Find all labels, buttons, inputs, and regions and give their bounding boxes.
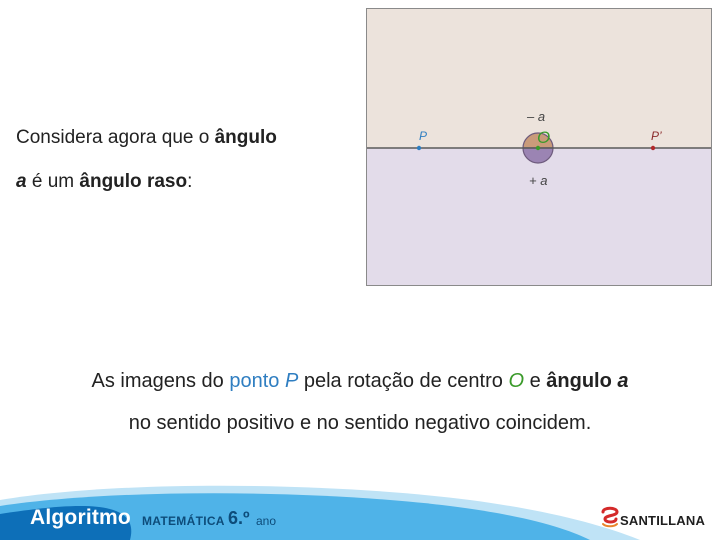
intro-mid: é um [26,171,80,192]
conclusion-part-1: As imagens do [91,370,230,392]
conclusion-part-3: e [524,370,547,392]
word-angulo: ângulo [546,370,612,392]
grade-label: 6.º [228,508,250,528]
lower-half-plane [367,148,712,286]
symbol-a: a [617,370,629,392]
angle-variable: a [16,171,27,192]
label-minus-a: – a [527,109,546,124]
intro-line-1 [16,116,356,160]
intro-straight-angle: ângulo raso [79,171,188,192]
point-p [417,146,421,150]
conclusion-line-2: no sentido positivo e no sentido negativo coincidem. [128,412,592,434]
intro-colon: : [187,171,193,192]
conclusion-part-2: pela rotação de centro [298,370,509,392]
conclusion-line-1 [0,360,720,402]
publisher-name: SANTILLANA [620,513,706,528]
word-ponto: ponto [229,370,280,392]
label-o: O [537,128,551,147]
rotation-diagram [367,9,712,286]
label-p: P [419,129,428,143]
point-p-prime [651,146,655,150]
santillana-logo-icon [600,506,620,528]
label-plus-a: + a [529,173,548,188]
label-p-prime: P’ [651,129,662,143]
symbol-o: O [508,370,525,392]
subject-label: MATEMÁTICA [142,514,225,528]
intro-text [16,116,356,204]
intro-angle-word: ângulo [214,127,277,148]
intro-prefix: Considera agora que o [16,127,215,148]
rotation-figure [366,8,712,286]
intro-line-2 [16,160,356,204]
conclusion-text [0,360,720,444]
grade-suffix: ano [256,514,277,528]
brand-logo: Algoritmo [30,506,131,529]
symbol-p: P [284,370,299,392]
